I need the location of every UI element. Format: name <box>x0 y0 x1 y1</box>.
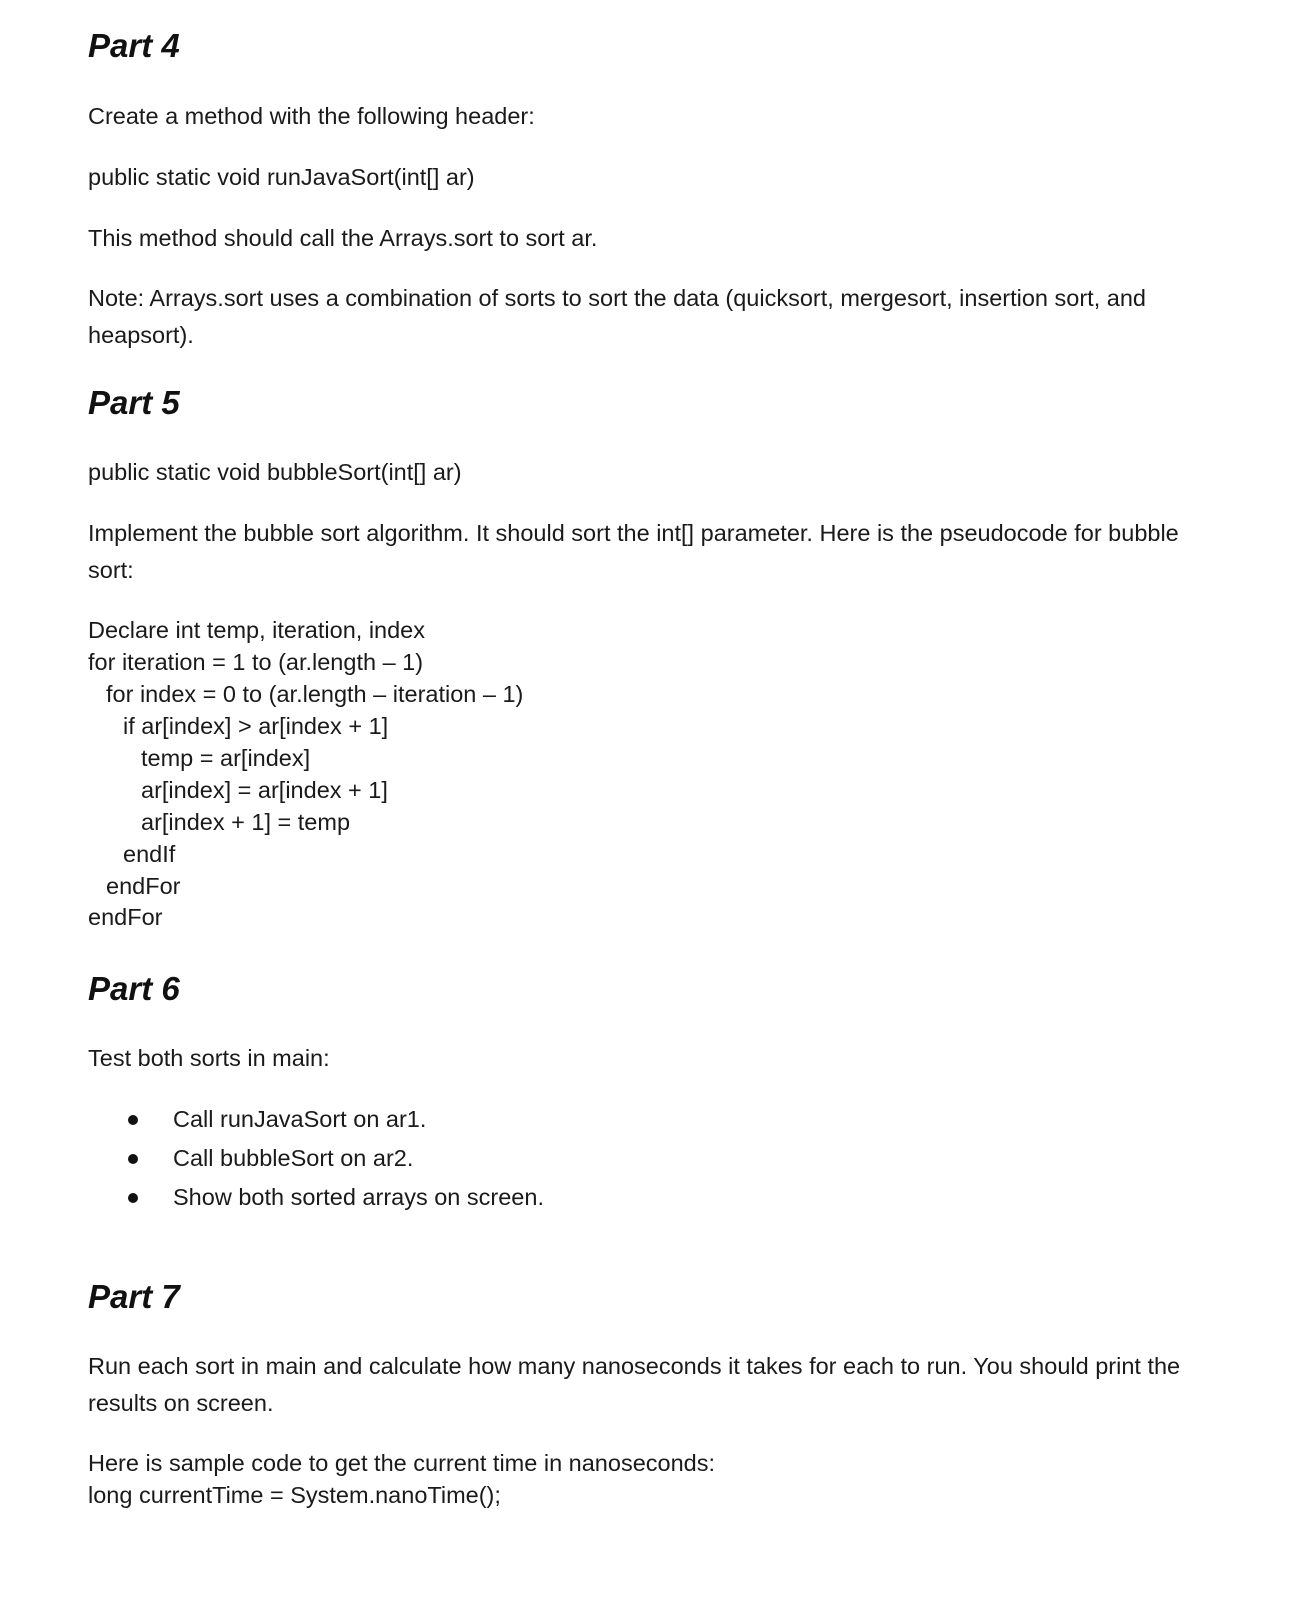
pseudocode-line: Declare int temp, iteration, index <box>88 617 425 643</box>
part7-description: Run each sort in main and calculate how many nanoseconds it takes for each to run. You should print the results on screen. <box>88 1353 1181 1416</box>
part4-description: This method should call the Arrays.sort to sort ar. <box>88 225 598 251</box>
part4-intro: Create a method with the following header: <box>88 103 535 129</box>
part6-intro: Test both sorts in main: <box>88 1045 330 1071</box>
bullet-icon <box>128 1154 138 1164</box>
pseudocode-line: for index = 0 to (ar.length – iteration – 1) <box>106 681 524 707</box>
list-item: Show both sorted arrays on screen. <box>173 1184 544 1210</box>
pseudocode-line: if ar[index] > ar[index + 1] <box>123 713 389 739</box>
pseudocode-line: endIf <box>123 841 176 867</box>
pseudocode-line: ar[index + 1] = temp <box>141 809 351 835</box>
part5-heading: Part 5 <box>88 384 180 421</box>
part4-header-signature: public static void runJavaSort(int[] ar) <box>88 164 475 190</box>
part6-heading: Part 6 <box>88 970 180 1007</box>
part5-description: Implement the bubble sort algorithm. It should sort the int[] parameter. Here is the pseudocode for bubble sort: <box>88 520 1179 583</box>
list-item: Call bubbleSort on ar2. <box>173 1145 414 1171</box>
part4-heading: Part 4 <box>88 27 180 64</box>
pseudocode-line: temp = ar[index] <box>141 745 311 771</box>
pseudocode-line: endFor <box>106 873 181 899</box>
part5-header-signature: public static void bubbleSort(int[] ar) <box>88 459 462 485</box>
part7-sample-intro: Here is sample code to get the current time in nanoseconds: <box>88 1450 716 1476</box>
bullet-icon <box>128 1193 138 1203</box>
pseudocode-line: for iteration = 1 to (ar.length – 1) <box>88 649 424 675</box>
list-item: Call runJavaSort on ar1. <box>173 1106 427 1132</box>
part7-sample-code: long currentTime = System.nanoTime(); <box>88 1482 501 1508</box>
bullet-icon <box>128 1115 138 1125</box>
pseudocode-line: ar[index] = ar[index + 1] <box>141 777 388 803</box>
part7-heading: Part 7 <box>88 1278 180 1315</box>
pseudocode-line: endFor <box>88 904 163 930</box>
part4-note: Note: Arrays.sort uses a combination of sorts to sort the data (quicksort, mergesort, insertion sort, and heapsort). <box>88 285 1146 348</box>
